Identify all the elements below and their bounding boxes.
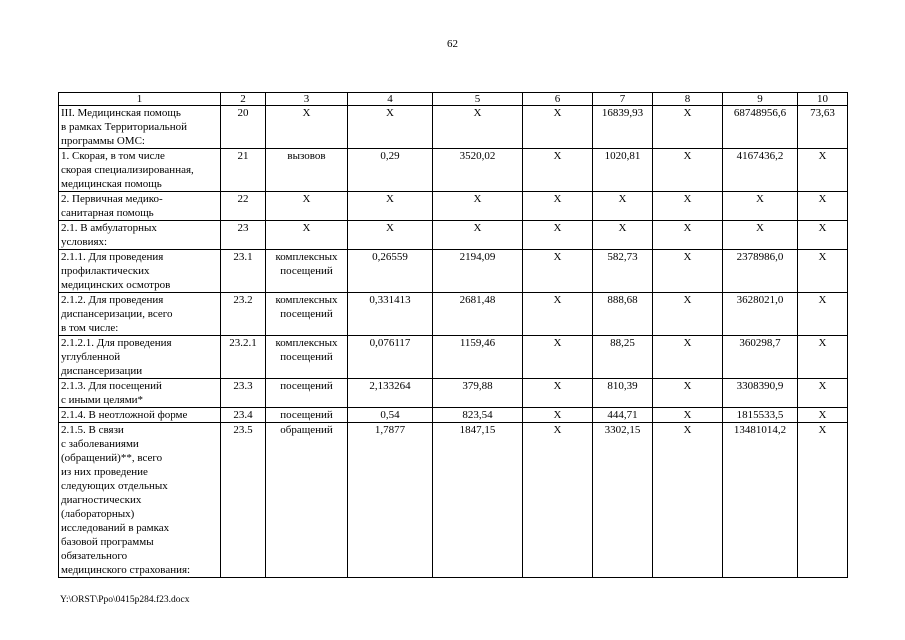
table-cell: 88,25 [593,336,653,379]
table-cell: Х [523,379,593,408]
row-label-line: (лабораторных) [61,508,135,520]
table-cell: Х [523,250,593,293]
table-cell: Х [653,423,723,578]
row-label-line: 1. Скорая, в том числе [61,150,165,162]
row-label-line: углубленной [61,351,121,363]
row-label-line: диспансеризации [61,365,143,377]
row-label-line: из них проведение [61,466,148,478]
table-cell: 2194,09 [433,250,523,293]
table-cell: 3628021,0 [723,293,798,336]
table-cell: 0,331413 [348,293,433,336]
table-cell: 3308390,9 [723,379,798,408]
table-cell: 1847,15 [433,423,523,578]
table-cell: 20 [221,106,266,149]
table-cell: Х [653,106,723,149]
row-label-cell [59,336,221,379]
footer-file-path: Y:\ORST\Ppo\0415p284.f23.docx [60,595,190,605]
row-label-line: обязательного [61,550,128,562]
table-cell: 810,39 [593,379,653,408]
table-cell: вызовов [266,149,348,192]
row-label-line: программы ОМС: [61,135,145,147]
row-label-cell [59,293,221,336]
table-row [59,221,848,250]
row-label-line: с иными целями* [61,394,144,406]
table-cell: Х [433,192,523,221]
table-cell: 0,26559 [348,250,433,293]
table-cell: Х [798,149,848,192]
table-cell: Х [523,336,593,379]
table-cell: 23.2.1 [221,336,266,379]
table-cell: 4167436,2 [723,149,798,192]
table-row [59,408,848,423]
table-cell: Х [433,106,523,149]
row-label-cell [59,192,221,221]
table-cell: Х [723,221,798,250]
table-cell: 23.3 [221,379,266,408]
table-row [59,149,848,192]
column-number: 4 [348,93,433,106]
table-cell: 23.2 [221,293,266,336]
table-cell: 582,73 [593,250,653,293]
table-cell: посещений [266,408,348,423]
table-cell: 379,88 [433,379,523,408]
table-cell: 13481014,2 [723,423,798,578]
table-cell: Х [266,221,348,250]
table-cell: 23.1 [221,250,266,293]
column-number: 2 [221,93,266,106]
row-label-line: в том числе: [61,322,119,334]
table-cell: 0,076117 [348,336,433,379]
column-number: 5 [433,93,523,106]
column-number: 10 [798,93,848,106]
table-cell: 444,71 [593,408,653,423]
table-cell: 0,29 [348,149,433,192]
row-label-line: скорая специализированная, [61,164,194,176]
table-cell: Х [723,192,798,221]
table-cell: Х [798,192,848,221]
table-row [59,250,848,293]
table-cell: Х [798,250,848,293]
row-label-line: III. Медицинская помощь [61,107,181,119]
table-cell: 16839,93 [593,106,653,149]
row-label-line: с заболеваниями [61,438,139,450]
row-label-cell [59,149,221,192]
row-label-line: 2.1. В амбулаторных [61,222,157,234]
row-label-line: 2.1.2.1. Для проведения [61,337,172,349]
table-cell: комплексных посещений [266,336,348,379]
table-cell: комплексных посещений [266,250,348,293]
table-cell: 823,54 [433,408,523,423]
table-cell: 2681,48 [433,293,523,336]
page-number: 62 [447,38,458,50]
table-cell: Х [798,408,848,423]
table-cell: Х [653,250,723,293]
table-cell: комплексных посещений [266,293,348,336]
table-cell: 1815533,5 [723,408,798,423]
table-cell: Х [523,293,593,336]
table-cell: Х [523,192,593,221]
row-label-line: профилактических [61,265,150,277]
row-label-line: 2.1.3. Для посещений [61,380,162,392]
table-cell: посещений [266,379,348,408]
table-cell: 1,7877 [348,423,433,578]
row-label-line: медицинского страхования: [61,564,191,576]
row-label-line: исследований в рамках [61,522,170,534]
table-cell: Х [433,221,523,250]
column-number: 8 [653,93,723,106]
row-label-cell [59,250,221,293]
table-cell: 2378986,0 [723,250,798,293]
table-cell: Х [653,192,723,221]
table-cell: Х [798,423,848,578]
table-cell: Х [653,221,723,250]
table-cell: 23.4 [221,408,266,423]
row-label-cell [59,423,221,578]
row-label-line: условиях: [61,236,108,248]
row-label-line: базовой программы [61,536,154,548]
row-label-line: диспансеризации, всего [61,308,173,320]
table-cell: Х [653,408,723,423]
table-cell: 1159,46 [433,336,523,379]
row-label-line: 2.1.1. Для проведения [61,251,164,263]
column-number: 7 [593,93,653,106]
table-cell: Х [266,192,348,221]
table-cell: 21 [221,149,266,192]
table-cell: 2,133264 [348,379,433,408]
table-row [59,379,848,408]
row-label-cell [59,221,221,250]
table-cell: обращений [266,423,348,578]
table-cell: Х [348,192,433,221]
table-body [59,93,848,578]
table-cell: Х [266,106,348,149]
table-cell: 22 [221,192,266,221]
table-row [59,336,848,379]
table-cell: Х [798,336,848,379]
row-label-line: в рамках Территориальной [61,121,187,133]
row-label-line: следующих отдельных [61,480,168,492]
table-cell: Х [593,221,653,250]
row-label-line: медицинских осмотров [61,279,171,291]
table-cell: Х [523,423,593,578]
row-label-line: (обращений)**, всего [61,452,163,464]
table-cell: 68748956,6 [723,106,798,149]
column-number: 3 [266,93,348,106]
table-cell: 73,63 [798,106,848,149]
table-cell: 0,54 [348,408,433,423]
row-label-line: 2.1.2. Для проведения [61,294,164,306]
row-label-cell [59,379,221,408]
table-cell: Х [593,192,653,221]
row-label-cell [59,408,221,423]
table-cell: Х [798,379,848,408]
table-cell: 888,68 [593,293,653,336]
column-number: 1 [59,93,221,106]
column-number: 9 [723,93,798,106]
table-row [59,423,848,578]
table-cell: 360298,7 [723,336,798,379]
row-label-cell [59,106,221,149]
table-cell: Х [653,293,723,336]
column-number: 6 [523,93,593,106]
table-cell: Х [653,379,723,408]
row-label-line: 2. Первичная медико- [61,193,163,205]
row-label-line: диагностических [61,494,142,506]
table-cell: Х [798,293,848,336]
table-cell: Х [523,106,593,149]
table-cell: Х [523,149,593,192]
table-cell: Х [523,408,593,423]
table-cell: Х [798,221,848,250]
table-cell: Х [348,221,433,250]
financing-table [58,92,848,578]
row-label-line: 2.1.5. В связи [61,424,124,436]
row-label-line: санитарная помощь [61,207,154,219]
table-row [59,106,848,149]
table-cell: 23 [221,221,266,250]
table-row [59,293,848,336]
table-cell: Х [653,149,723,192]
table-cell: Х [348,106,433,149]
table-cell: Х [653,336,723,379]
column-number-row [59,93,848,106]
table-cell: 3520,02 [433,149,523,192]
table-cell: 3302,15 [593,423,653,578]
table-cell: 23.5 [221,423,266,578]
table-cell: Х [523,221,593,250]
row-label-line: медицинская помощь [61,178,162,190]
table-row [59,192,848,221]
row-label-line: 2.1.4. В неотложной форме [61,409,188,421]
table-cell: 1020,81 [593,149,653,192]
